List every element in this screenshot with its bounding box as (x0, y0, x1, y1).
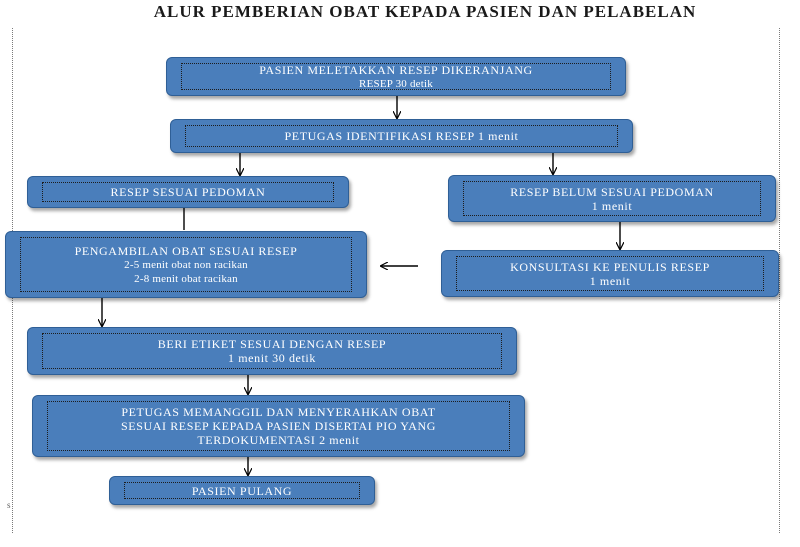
step-text-line: TERDOKUMENTASI 2 menit (197, 433, 360, 447)
step-text-line: KONSULTASI KE PENULIS RESEP (510, 259, 710, 274)
step-text-line: PENGAMBILAN OBAT SESUAI RESEP (74, 243, 298, 258)
step-label-medicine (27, 327, 517, 375)
step-text-line: 1 menit (591, 198, 633, 213)
step-text-line: PETUGAS IDENTIFIKASI RESEP 1 menit (284, 129, 519, 143)
step-text-line: RESEP SESUAI PEDOMAN (110, 185, 266, 199)
step-text-line: 2-8 menit obat racikan (134, 272, 238, 285)
step-text-line: PASIEN PULANG (191, 483, 293, 498)
step-take-medicine-per-prescription (5, 231, 367, 298)
step-text-line: 1 menit 30 detik (228, 351, 316, 365)
step-patient-goes-home (109, 476, 375, 505)
step-prescription-meets-guideline (27, 176, 349, 208)
step-text-line: 1 menit (589, 273, 631, 288)
step-text-line: PETUGAS MEMANGGIL DAN MENYERAHKAN OBAT (121, 405, 436, 419)
step-text-line: 2-5 menit obat non racikan (124, 258, 248, 271)
step-officer-identifies-prescription (170, 119, 633, 153)
step-consult-prescriber (441, 250, 779, 297)
step-text-line: PASIEN MELETAKKAN RESEP DIKERANJANG (259, 62, 533, 77)
margin-mark: s (7, 500, 11, 510)
step-text-line: RESEP BELUM SESUAI PEDOMAN (510, 184, 714, 199)
step-text-line: SESUAI RESEP KEPADA PASIEN DISERTAI PIO YANG (121, 419, 436, 433)
diagram-title: ALUR PEMBERIAN OBAT KEPADA PASIEN DAN PELABELAN (153, 2, 697, 21)
step-call-and-hand-over-medicine (32, 395, 525, 457)
step-text-line: RESEP 30 detik (359, 77, 433, 90)
step-patient-places-prescription (166, 57, 626, 96)
step-text-line: BERI ETIKET SESUAI DENGAN RESEP (157, 337, 387, 351)
step-prescription-not-meet-guideline (448, 175, 776, 222)
